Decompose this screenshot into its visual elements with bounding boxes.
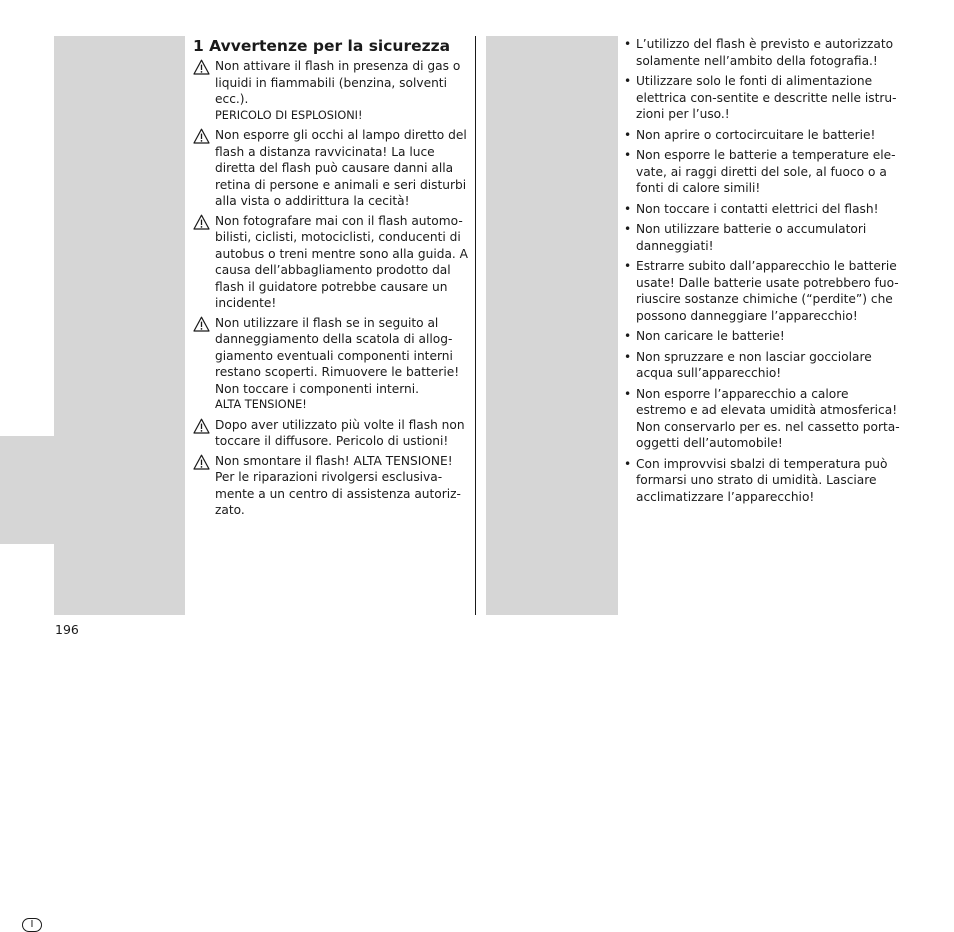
warning-text: Non esporre gli occhi al lampo diretto del flash a distanza ravvicinata! La luce diretta del flash può causare danni alla retina di persone e animali e seri disturbi alla vista o addirittura la cecità!	[215, 128, 467, 208]
precautions-column	[624, 36, 900, 509]
bullet-text: • Non aprire o cortocircuitare le batterie!	[636, 127, 876, 142]
bullet-item	[624, 201, 900, 218]
warning-text-block	[215, 213, 471, 312]
bullet-text: • Utilizzare solo le fonti di alimentazione elettrica con-sentite e descritte nelle istru-zioni per l’uso.!	[636, 74, 897, 121]
bullet-text: • Non utilizzare batterie o accumulatori danneggiati!	[636, 222, 867, 253]
bullet-extra-text: Non conservarlo per es. nel cassetto porta-oggetti dell’automobile!	[636, 419, 900, 450]
bullet-item	[624, 221, 900, 254]
column-divider	[475, 36, 476, 615]
page-number: 196	[55, 622, 79, 637]
bullet-item	[624, 328, 900, 345]
warning-text: Non utilizzare il flash se in seguito al danneggiamento della scatola di allog-giamento eventuali componenti interni restano scoperti. Rimuovere le batterie! Non toccare i componenti interni.	[215, 315, 460, 396]
bullet-item	[624, 456, 900, 506]
warning-text-block	[215, 417, 471, 450]
warning-triangle-icon	[193, 213, 215, 312]
warning-text: Non attivare il flash in presenza di gas o liquidi in fiammabili (benzina, solventi ecc.).	[215, 59, 461, 106]
warning-triangle-icon	[193, 417, 215, 450]
warning-text-block	[215, 58, 471, 124]
language-tab	[0, 436, 54, 930]
warning-emphasis: ALTA TENSIONE!	[215, 398, 307, 411]
left-margin-band	[54, 36, 185, 615]
bullet-text: • Con improvvisi sbalzi di temperatura può formarsi uno strato di umidità. Lasciare acclimatizzare l’apparecchio!	[636, 456, 888, 504]
bullet-item	[624, 127, 900, 144]
warning-triangle-icon	[193, 453, 215, 519]
bullet-item	[624, 36, 900, 69]
bullet-text: • Non esporre l’apparecchio a calore estremo e ad elevata umidità atmosferica!	[636, 386, 898, 417]
bullet-text: • Non caricare le batterie!	[636, 329, 785, 343]
bullet-list	[624, 36, 900, 505]
warning-item	[193, 417, 471, 450]
warning-emphasis: PERICOLO DI ESPLOSIONI!	[215, 108, 363, 122]
section-title: 1 Avvertenze per la sicurezza	[193, 37, 451, 55]
warning-triangle-icon	[193, 315, 215, 414]
warning-text-block	[215, 453, 471, 519]
safety-section	[193, 36, 471, 522]
bullet-item	[624, 73, 900, 123]
warning-item	[193, 213, 471, 312]
bullet-item	[624, 258, 900, 324]
bullet-text: • L’utilizzo del flash è previsto e autorizzato solamente nell’ambito della fotografia.!	[636, 37, 894, 68]
warning-text-block	[215, 127, 471, 210]
warning-text: Non fotografare mai con il flash automo-bilisti, ciclisti, motociclisti, conducenti di autobus o treni mentre sono alla guida. A causa dell’abbagliamento prodotto dal flash il guidatore potrebbe causare un incidente!	[215, 213, 469, 310]
bullet-text: • Estrarre subito dall’apparecchio le batterie usate! Dalle batterie usate potrebbero fuo-riuscire sostanze chimiche (“perdite”) che possono danneggiare l’apparecchio!	[636, 259, 899, 323]
bullet-item	[624, 386, 900, 452]
warning-text: Dopo aver utilizzato più volte il flash non toccare il diffusore. Pericolo di ustioni!	[215, 417, 465, 448]
warning-item	[193, 58, 471, 124]
language-badge: I	[22, 918, 42, 932]
warning-item	[193, 127, 471, 210]
warning-triangle-icon	[193, 127, 215, 210]
bullet-item	[624, 349, 900, 382]
bullet-text: • Non esporre le batterie a temperature ele-vate, ai raggi diretti del sole, al fuoco o a fonti di calore simili!	[636, 148, 896, 195]
bullet-item	[624, 147, 900, 197]
warning-text-block	[215, 315, 471, 414]
right-margin-band	[486, 36, 618, 615]
bullet-text: • Non spruzzare e non lasciar gocciolare acqua sull’apparecchio!	[636, 349, 872, 380]
bullet-text: • Non toccare i contatti elettrici del flash!	[636, 201, 879, 216]
warning-item	[193, 453, 471, 519]
warning-text: Non smontare il flash! ALTA TENSIONE! Per le riparazioni rivolgersi esclusiva-mente a un centro di assistenza autoriz-zato.	[215, 453, 461, 517]
warning-item	[193, 315, 471, 414]
warning-list	[193, 58, 471, 519]
warning-triangle-icon	[193, 58, 215, 124]
